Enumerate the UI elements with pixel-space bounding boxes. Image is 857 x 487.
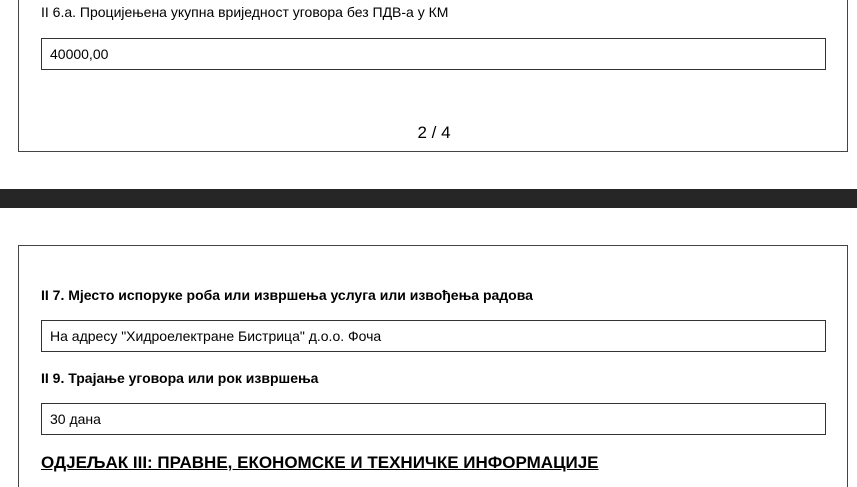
estimated-value-label: II 6.а. Процијењена укупна вриједност уговора без ПДВ-а у КМ (41, 4, 449, 20)
page-separator (0, 189, 857, 208)
estimated-value-field[interactable]: 40000,00 (41, 38, 826, 70)
contract-duration-label: II 9. Трајање уговора или рок извршења (41, 370, 319, 386)
document-page-2 (18, 0, 848, 152)
delivery-place-label: II 7. Мјесто испоруке роба или извршења услуга или извођења радова (41, 287, 533, 303)
contract-duration-field[interactable]: 30 дана (41, 403, 826, 435)
delivery-place-field[interactable]: На адресу "Хидроелектране Бистрица" д.о.о. Фоча (41, 320, 826, 352)
section-heading: ОДЈЕЉАК III: ПРАВНЕ, ЕКОНОМСКЕ И ТЕХНИЧКЕ ИНФОРМАЦИЈЕ (41, 453, 599, 472)
document-page-3 (18, 245, 848, 487)
page-number: 2 / 4 (417, 123, 451, 142)
